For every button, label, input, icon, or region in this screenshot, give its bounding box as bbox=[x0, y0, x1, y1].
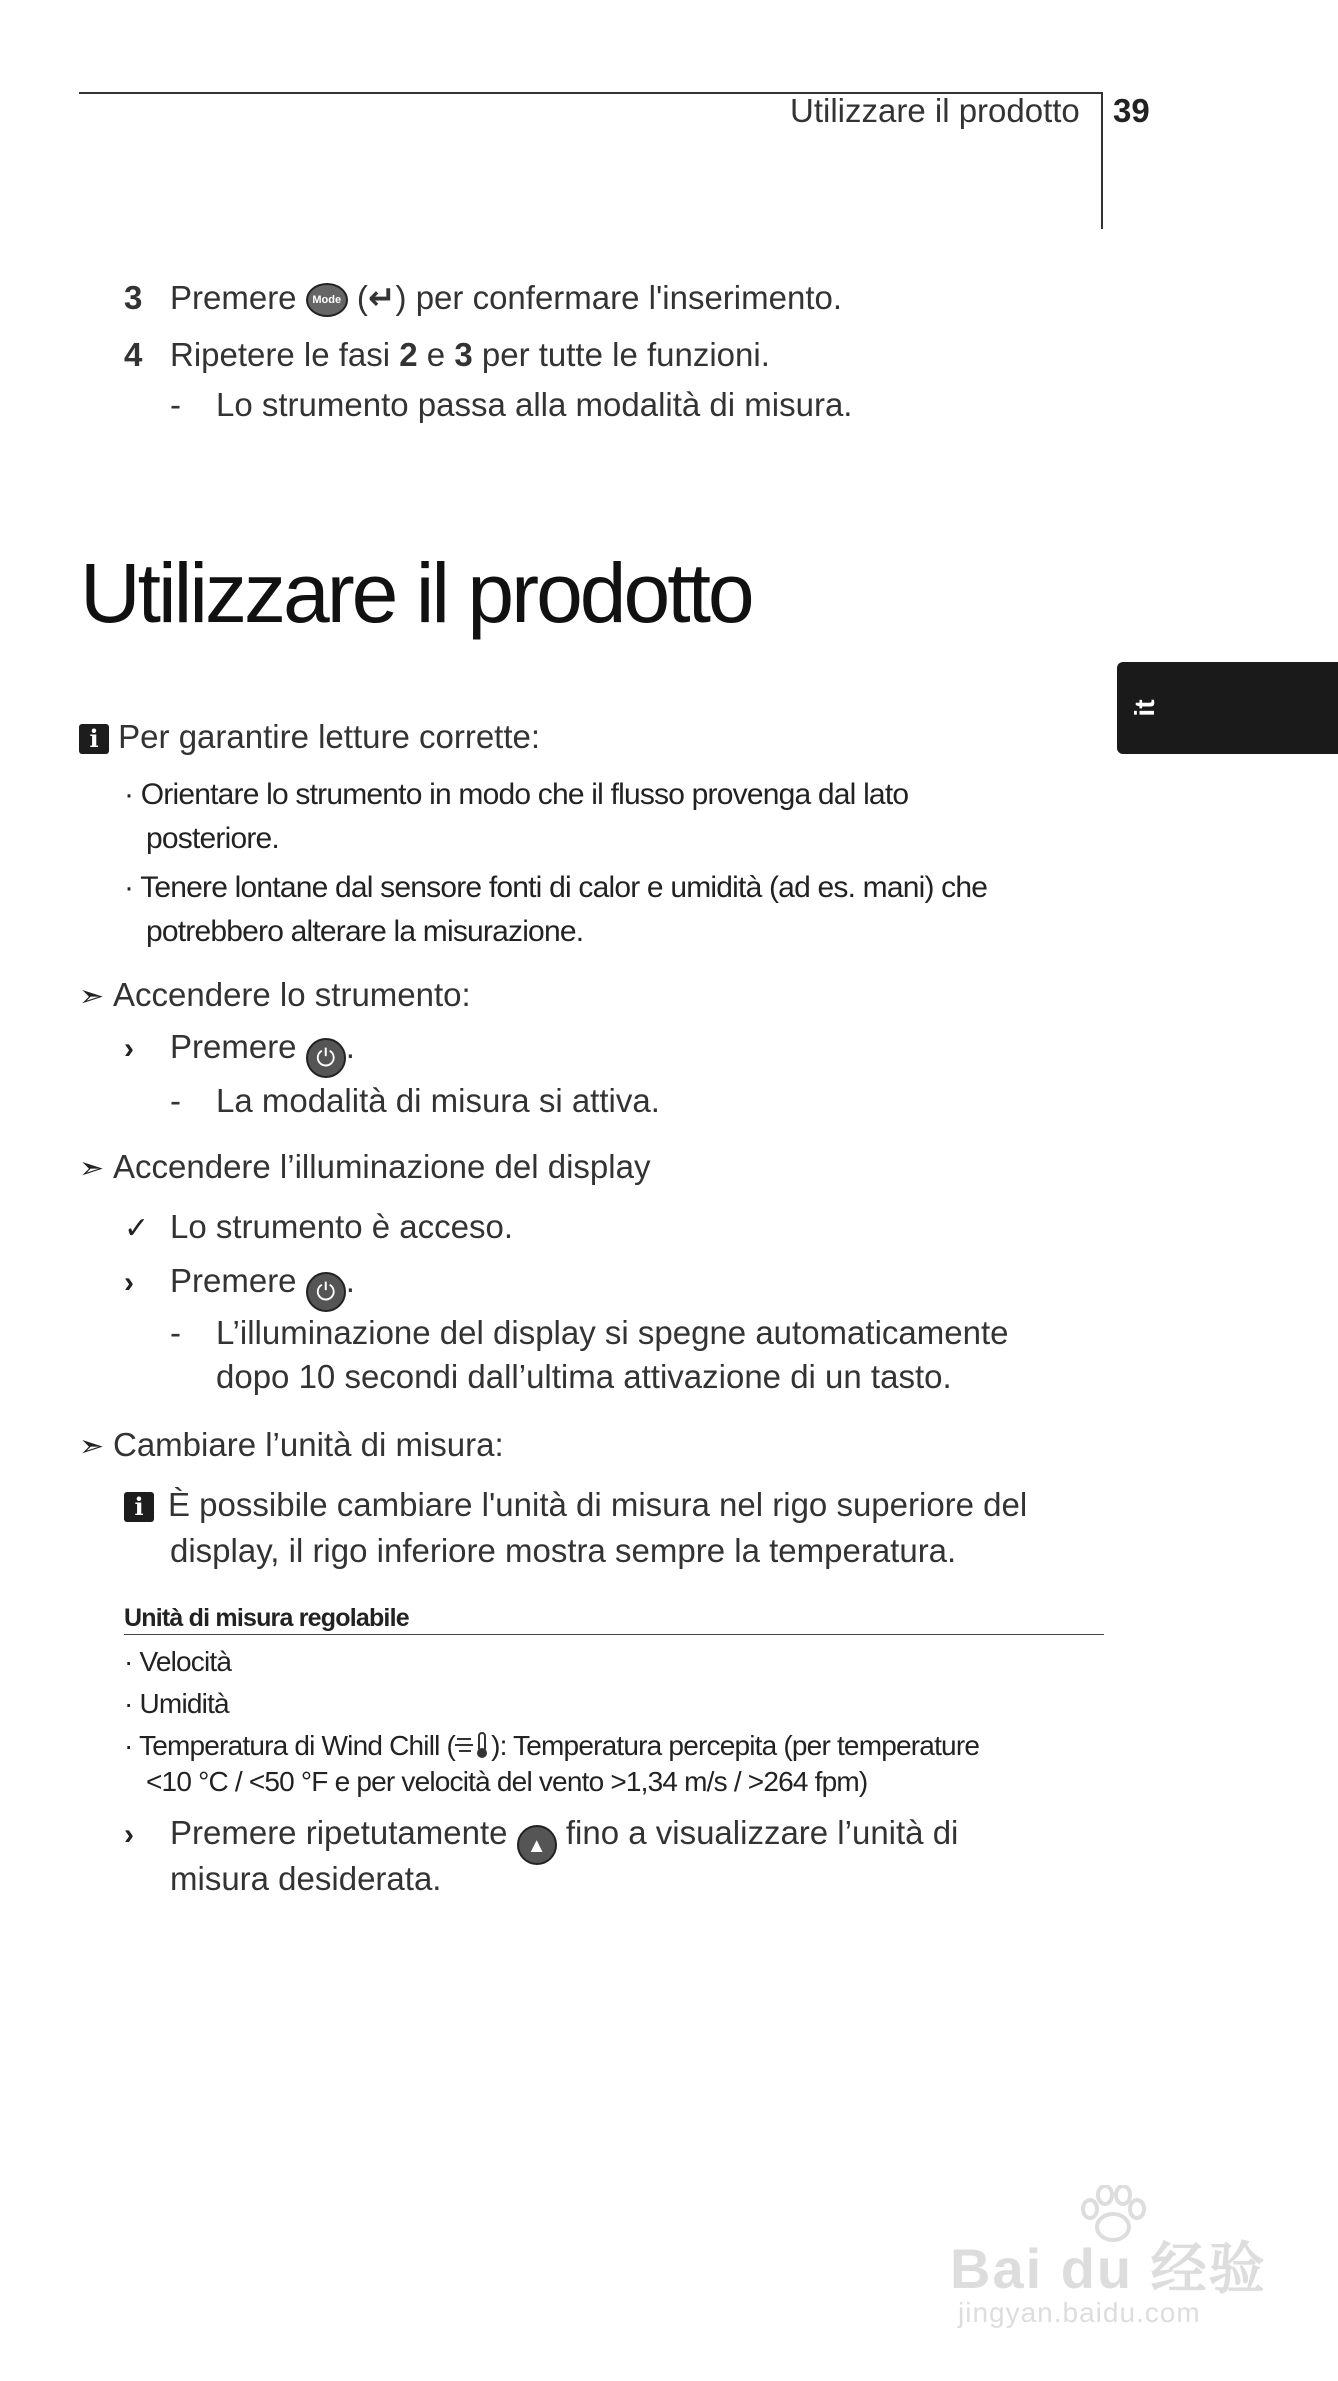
units-info-note: i È possibile cambiare l'unità di misura nel rigo superiore del bbox=[124, 1486, 1027, 1524]
bullet-sources-cont: potrebbero alterare la misurazione. bbox=[146, 915, 584, 948]
bullet-sources: · Tenere lontane dal sensore fonti di calor e umidità (ad es. mani) che bbox=[124, 871, 988, 904]
backlight-result: - L’illuminazione del display si spegne automaticamente bbox=[170, 1314, 1009, 1351]
units-info-note-cont: display, il rigo inferiore mostra sempre la temperatura. bbox=[170, 1532, 957, 1569]
mode-button-icon: Mode bbox=[306, 283, 348, 317]
bullet-orient: · Orientare lo strumento in modo che il flusso provenga dal lato bbox=[124, 778, 909, 811]
page-heading: Utilizzare il prodotto bbox=[80, 546, 752, 640]
units-action-cont: misura desiderata. bbox=[170, 1860, 442, 1897]
enter-arrow-icon: ↵ bbox=[367, 278, 396, 317]
unit-item-windchill-cont: <10 °C / <50 °F e per velocità del vento >1,34 m/s / >264 fpm) bbox=[146, 1766, 868, 1797]
step-3: 3 Premere Mode (↵) per confermare l'inserimento. bbox=[124, 278, 843, 317]
section-units-title: ➣ Cambiare l’unità di misura: bbox=[79, 1426, 504, 1463]
baidu-watermark: Bai du 经验 jingyan.baidu.com bbox=[940, 2185, 1270, 2335]
step-4-result: - Lo strumento passa alla modalità di misura. bbox=[170, 386, 853, 423]
power-on-action: › Premere ⏻ . bbox=[124, 1028, 355, 1078]
page-number: 39 bbox=[1113, 92, 1150, 129]
running-header-title: Utilizzare il prodotto bbox=[790, 92, 1080, 129]
section-power-on-title: ➣ Accendere lo strumento: bbox=[79, 976, 471, 1013]
power-on-result: - La modalità di misura si attiva. bbox=[170, 1082, 660, 1119]
arrowhead-icon: ➣ bbox=[79, 1152, 105, 1185]
chevron-right-icon: › bbox=[124, 1032, 134, 1065]
info-icon: i bbox=[79, 724, 109, 754]
backlight-action: › Premere ⏻ . bbox=[124, 1262, 355, 1312]
power-button-icon: ⏻ bbox=[306, 1272, 346, 1312]
units-action: › Premere ripetutamente ▲ fino a visualizzare l’unità di bbox=[124, 1814, 958, 1865]
backlight-result-cont: dopo 10 secondi dall’ultima attivazione di un tasto. bbox=[216, 1358, 952, 1395]
arrowhead-icon: ➣ bbox=[79, 1430, 105, 1463]
bullet-orient-cont: posteriore. bbox=[146, 822, 279, 855]
unit-item-windchill: · Temperatura di Wind Chill ( ): Temperatura percepita (per temperature bbox=[124, 1730, 980, 1761]
section-backlight-title: ➣ Accendere l’illuminazione del display bbox=[79, 1148, 651, 1185]
backlight-precondition: ✓ Lo strumento è acceso. bbox=[124, 1208, 514, 1245]
header-vertical-rule bbox=[1101, 92, 1103, 229]
unit-item-humidity: · Umidità bbox=[124, 1688, 229, 1719]
power-button-icon: ⏻ bbox=[306, 1038, 346, 1078]
checkmark-icon: ✓ bbox=[124, 1212, 150, 1245]
info-note-readings: i Per garantire letture corrette: bbox=[79, 718, 540, 756]
units-table-title: Unità di misura regolabile bbox=[124, 1604, 409, 1632]
chevron-right-icon: › bbox=[124, 1818, 134, 1851]
info-icon: i bbox=[124, 1492, 154, 1522]
arrowhead-icon: ➣ bbox=[79, 980, 105, 1013]
chevron-right-icon: › bbox=[124, 1266, 134, 1299]
unit-item-speed: · Velocità bbox=[124, 1646, 232, 1677]
units-table-rule bbox=[124, 1634, 1104, 1635]
language-tab: it bbox=[1117, 662, 1338, 754]
up-arrow-button-icon: ▲ bbox=[517, 1825, 557, 1865]
wind-chill-icon bbox=[455, 1731, 491, 1759]
step-4: 4 Ripetere le fasi 2 e 3 per tutte le funzioni. bbox=[124, 336, 770, 373]
